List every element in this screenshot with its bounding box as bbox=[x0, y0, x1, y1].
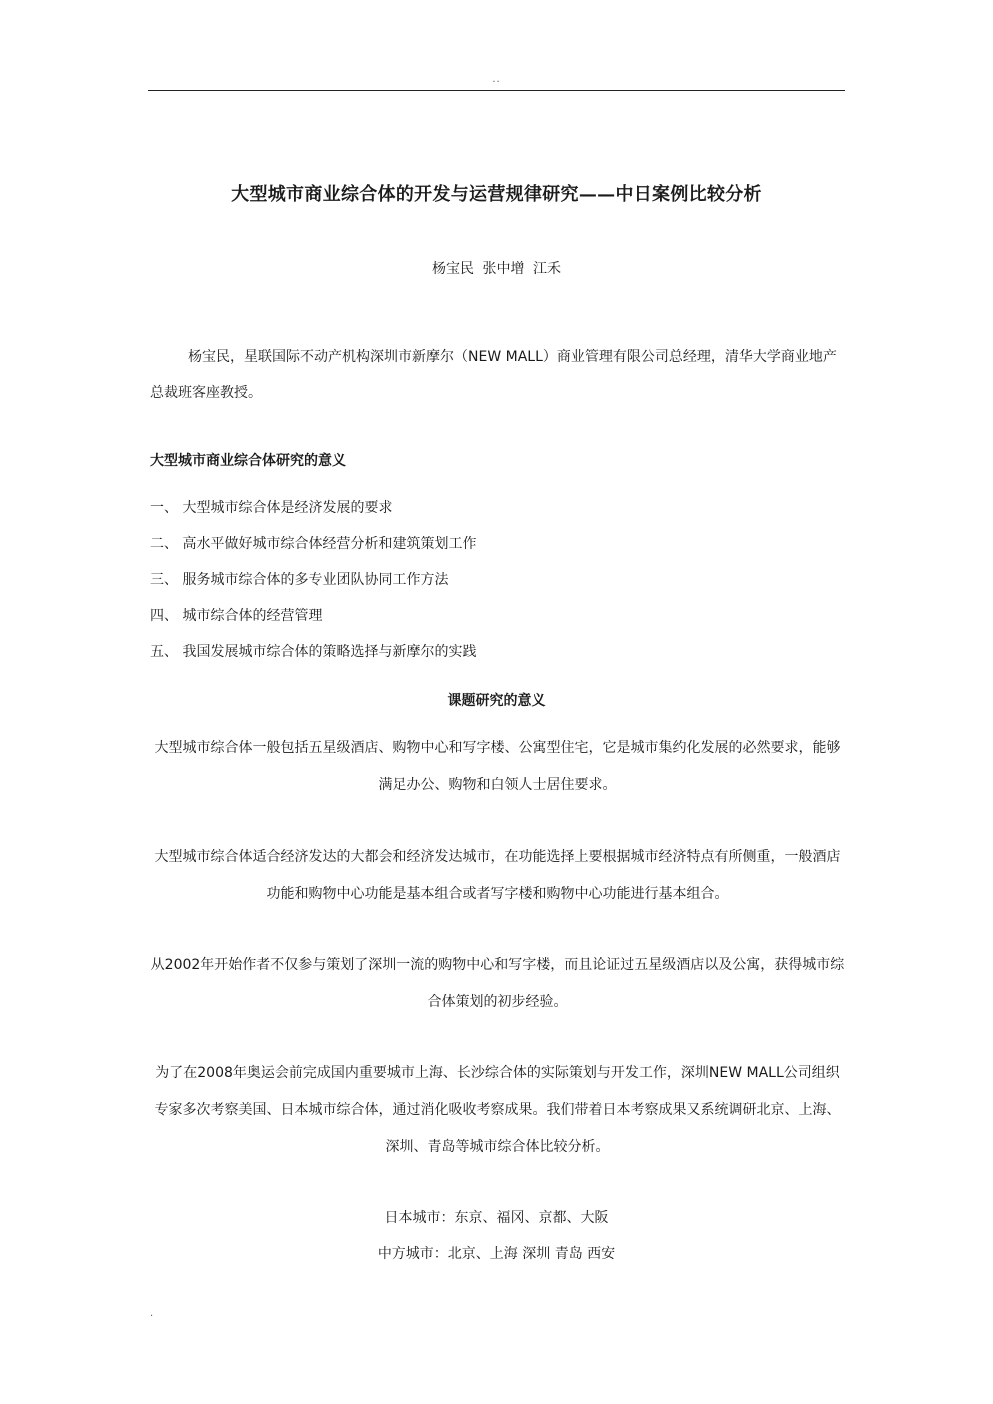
significance-heading: 大型城市商业综合体研究的意义 bbox=[150, 453, 346, 469]
cities-block bbox=[0, 1200, 993, 1272]
outline-item: 三、 服务城市综合体的多专业团队协同工作方法 bbox=[150, 572, 449, 588]
topic-heading: 课题研究的意义 bbox=[447, 693, 546, 709]
body-paragraph: 为了在2008年奥运会前完成国内重要城市上海、长沙综合体的实际策划与开发工作，深圳NEW MALL公司组织专家多次考察美国、日本城市综合体，通过消化吸收考察成果。我们带着日本考察成果又系统调研北京、上海、深圳、青岛等城市综合体比较分析。 bbox=[154, 1065, 841, 1155]
authors-line: 杨宝民 张中增 江禾 bbox=[432, 261, 561, 277]
outline-item: 四、 城市综合体的经营管理 bbox=[150, 608, 323, 624]
body-paragraph: 大型城市综合体一般包括五星级酒店、购物中心和写字楼、公寓型住宅，它是城市集约化发展的必然要求，能够满足办公、购物和白领人士居住要求。 bbox=[154, 740, 841, 793]
header-rule bbox=[148, 90, 845, 91]
document-title: 大型城市商业综合体的开发与运营规律研究——中日案例比较分析 bbox=[231, 184, 762, 205]
header-dots: .. bbox=[492, 74, 501, 85]
body-paragraph: 从2002年开始作者不仅参与策划了深圳一流的购物中心和写字楼，而且论证过五星级酒店以及公寓，获得城市综合体策划的初步经验。 bbox=[150, 957, 845, 1010]
outline-item: 五、 我国发展城市综合体的策略选择与新摩尔的实践 bbox=[150, 644, 477, 660]
body-paragraph: 大型城市综合体适合经济发达的大都会和经济发达城市，在功能选择上要根据城市经济特点有所侧重，一般酒店功能和购物中心功能是基本组合或者写字楼和购物中心功能进行基本组合。 bbox=[154, 849, 841, 902]
author-bio: 杨宝民，星联国际不动产机构深圳市新摩尔（NEW MALL）商业管理有限公司总经理，清华大学商业地产总裁班客座教授。 bbox=[150, 349, 837, 401]
outline-item: 一、 大型城市综合体是经济发展的要求 bbox=[150, 500, 393, 516]
outline-list bbox=[150, 490, 476, 670]
japan-cities: 日本城市：东京、福冈、京都、大阪 bbox=[384, 1210, 609, 1226]
outline-item: 二、 高水平做好城市综合体经营分析和建筑策划工作 bbox=[150, 536, 477, 552]
footer-dot: . bbox=[150, 1308, 154, 1319]
china-cities: 中方城市：北京、上海 深圳 青岛 西安 bbox=[377, 1246, 616, 1262]
